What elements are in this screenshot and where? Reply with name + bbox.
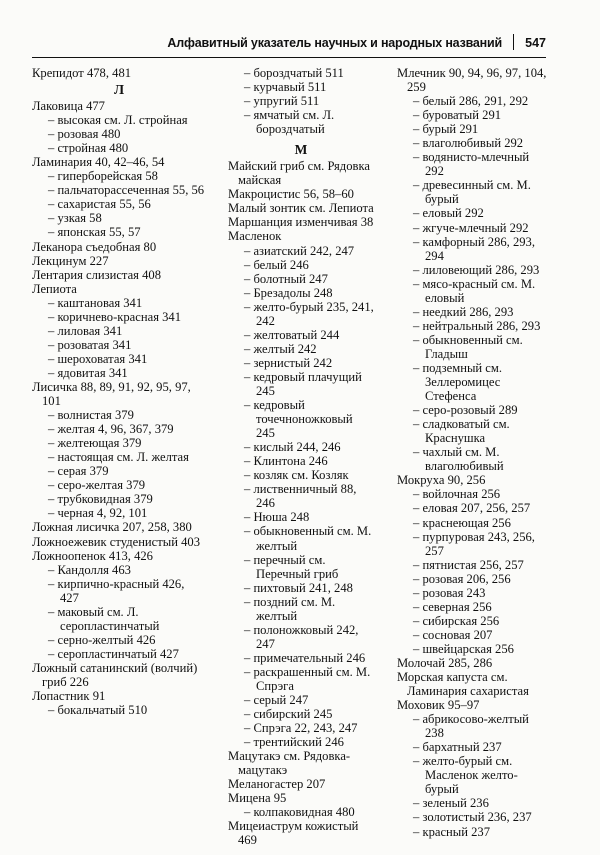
index-entry: Мокруха 90, 256 (397, 473, 486, 488)
index-subentry: – водянисто-млечный 292 (413, 150, 530, 179)
page-number: 547 (525, 36, 546, 50)
index-subentry: – неедкий 286, 293 (413, 304, 514, 319)
index-subentry: – пихтовый 241, 248 (244, 580, 353, 595)
index-subentry: – розовая 480 (48, 127, 121, 142)
index-subentry: – трентийский 246 (244, 735, 344, 750)
header-separator (513, 34, 515, 50)
index-subentry: – еловый 292 (413, 206, 484, 221)
index-subentry: – жгуче-млечный 292 (413, 220, 529, 235)
index-subentry: – чахлый см. М. влаголюбивый (413, 445, 504, 474)
index-subentry: – черная 4, 92, 101 (48, 506, 148, 521)
index-entry: Лепиота (32, 281, 77, 296)
index-subentry: – упругий 511 (244, 94, 320, 109)
index-column-1 (32, 66, 206, 717)
index-subentry: – коричнево-красная 341 (48, 309, 182, 324)
index-subentry: – абрикосово-желтый 238 (413, 712, 529, 741)
index-subentry: – поздний см. М. желтый (244, 594, 336, 623)
index-subentry: – камфорный 286, 293, 294 (413, 234, 536, 263)
index-subentry: – примечательный 246 (244, 650, 366, 665)
index-subentry: – нейтральный 286, 293 (413, 318, 541, 333)
running-header (32, 30, 546, 60)
index-subentry: – сахаристая 55, 56 (48, 197, 151, 212)
index-subentry: – Спрэга 22, 243, 247 (244, 721, 358, 736)
index-subentry: – еловая 207, 256, 257 (413, 501, 531, 516)
index-entry: Моховик 95–97 (397, 698, 480, 713)
index-subentry: – курчавый 511 (244, 80, 327, 95)
index-subentry: – стройная 480 (48, 141, 129, 156)
index-entry: Лентария слизистая 408 (32, 267, 162, 282)
index-entry: Ложный сатанинский (волчий) гриб 226 (32, 660, 198, 689)
index-subentry: – кислый 244, 246 (244, 440, 341, 455)
index-subentry: – северная 256 (413, 599, 492, 614)
index-subentry: – мясо-красный см. М. еловый (413, 276, 536, 305)
index-subentry: – бокальчатый 510 (48, 703, 148, 718)
index-subentry: – Нюша 248 (244, 510, 310, 525)
index-subentry: – перечный см. Перечный гриб (244, 552, 339, 581)
index-subentry: – серо-желтая 379 (48, 478, 146, 493)
index-subentry: – высокая см. Л. стройная (48, 113, 188, 128)
index-subentry: – бороздчатый 511 (244, 66, 344, 80)
index-subentry: – бурый 291 (413, 122, 479, 137)
index-subentry: – красный 237 (413, 824, 491, 839)
index-subentry: – трубковидная 379 (48, 492, 153, 507)
index-subentry: – серая 379 (48, 464, 109, 479)
index-entry: Крепидот 478, 481 (32, 66, 132, 80)
index-entry: Молочай 285, 286 (397, 655, 493, 670)
index-subentry: – белый 246 (244, 257, 309, 272)
index-entry: Мицена 95 (228, 791, 287, 806)
index-subentry: – ядовитая 341 (48, 365, 128, 380)
index-subentry: – серо-розовый 289 (413, 403, 518, 418)
index-entry: Морская капуста см. Ламинария сахаристая (397, 670, 529, 699)
index-subentry: – колпаковидная 480 (244, 805, 355, 820)
index-entry: Лекцинум 227 (32, 253, 109, 268)
index-subentry: – серый 247 (244, 693, 309, 708)
index-subentry: – белый 286, 291, 292 (413, 94, 529, 109)
index-subentry: – Кандолля 463 (48, 562, 131, 577)
index-entry: Масленок (228, 229, 282, 244)
index-entry: Макроцистис 56, 58–60 (228, 187, 354, 202)
index-subentry: – желто-бурый 235, 241, 242 (244, 299, 374, 328)
index-subentry: – сибирская 256 (413, 613, 500, 628)
index-subentry: – желтоватый 244 (244, 327, 340, 342)
index-subentry: – кирпично-красный 426, 427 (48, 576, 185, 605)
index-subentry: – желтая 4, 96, 367, 379 (48, 422, 174, 437)
index-subentry: – зеленый 236 (413, 796, 489, 811)
index-subentry: – пятнистая 256, 257 (413, 557, 524, 572)
index-column-2 (228, 66, 374, 848)
index-subentry: – азиатский 242, 247 (244, 243, 355, 258)
index-entry: Мацутакэ см. Рядовка-мацутакэ (228, 749, 351, 778)
index-entry: Ложноопенок 413, 426 (32, 548, 153, 563)
section-letter: М (294, 142, 308, 158)
index-subentry: – полоножковый 242, 247 (244, 622, 359, 651)
index-subentry: – серно-желтый 426 (48, 632, 156, 647)
index-subentry: – кедровый плачущий 245 (244, 369, 362, 398)
index-subentry: – буроватый 291 (413, 108, 502, 123)
index-subentry: – каштановая 341 (48, 295, 143, 310)
index-subentry: – зернистый 242 (244, 355, 333, 370)
index-subentry: – древесинный см. М. бурый (413, 178, 531, 207)
index-subentry: – бархатный 237 (413, 740, 502, 755)
index-subentry: – ямчатый см. Л. бороздчатый (244, 108, 335, 137)
index-subentry: – лиловеющий 286, 293 (413, 262, 540, 277)
index-subentry: – желтый 242 (244, 341, 317, 356)
index-subentry: – пурпуровая 243, 256, 257 (413, 529, 535, 558)
index-subentry: – швейцарская 256 (413, 641, 514, 656)
index-entry: Малый зонтик см. Лепиота (228, 201, 374, 216)
index-entry: Ложноежевик студенистый 403 (32, 534, 201, 549)
index-entry: Меланогастер 207 (228, 777, 326, 792)
section-letter: Л (113, 82, 125, 98)
index-entry: Ламинария 40, 42–46, 54 (32, 155, 165, 170)
index-subentry: – настоящая см. Л. желтая (48, 450, 189, 465)
index-subentry: – золотистый 236, 237 (413, 810, 532, 825)
index-subentry: – козляк см. Козляк (244, 468, 349, 483)
index-entry: Майский гриб см. Рядовка майская (228, 159, 370, 188)
index-subentry: – узкая 58 (48, 211, 102, 226)
index-subentry: – маковый см. Л. серопластинчатый (48, 604, 160, 633)
index-subentry: – серопластинчатый 427 (48, 646, 179, 661)
index-column-3 (397, 66, 547, 839)
index-subentry: – влаголюбивый 292 (413, 136, 524, 151)
index-subentry: – волнистая 379 (48, 408, 134, 423)
index-subentry: – обыкновенный см. Гладыш (413, 332, 523, 361)
index-entry: Млечник 90, 94, 96, 97, 104, 259 (397, 66, 547, 95)
header-rule (32, 57, 546, 58)
index-subentry: – розоватая 341 (48, 337, 132, 352)
index-subentry: – сосновая 207 (413, 627, 493, 642)
index-subentry: – японская 55, 57 (48, 225, 141, 240)
index-subentry: – Брезадолы 248 (244, 285, 333, 300)
index-entry: Леканора съедобная 80 (32, 239, 157, 254)
running-header-title: Алфавитный указатель научных и народных названий (167, 36, 502, 50)
index-subentry: – войлочная 256 (413, 487, 501, 502)
index-entry: Маршанция изменчивая 38 (228, 215, 374, 230)
index-entry: Ложная лисичка 207, 258, 380 (32, 520, 192, 535)
index-subentry: – сибирский 245 (244, 707, 333, 722)
index-subentry: – лиственничный 88, 246 (244, 482, 357, 511)
index-subentry: – желтеющая 379 (48, 436, 142, 451)
index-subentry: – болотный 247 (244, 271, 328, 286)
index-subentry: – краснеющая 256 (413, 515, 511, 530)
spacer (228, 136, 374, 140)
index-entry: Лопастник 91 (32, 689, 106, 704)
index-subentry: – кедровый точечноножковый 245 (244, 398, 353, 441)
index-subentry: – раскрашенный см. М. Спрэга (244, 664, 371, 693)
index-subentry: – подземный см. Зеллеромицес Стефенса (413, 360, 503, 404)
index-subentry: – Клинтона 246 (244, 454, 328, 469)
index-subentry: – гиперборейская 58 (48, 169, 158, 184)
index-entry: Лаковица 477 (32, 99, 105, 114)
index-entry: Лисичка 88, 89, 91, 92, 95, 97, 101 (32, 379, 191, 409)
index-subentry: – желто-бурый см. Масленок желто-бурый (413, 754, 518, 797)
index-entry: Мицеиаструм кожистый 469 (228, 819, 359, 848)
index-subentry: – розовая 243 (413, 585, 486, 600)
index-subentry: – шероховатая 341 (48, 351, 148, 366)
index-subentry: – обыкновенный см. М. желтый (244, 524, 372, 553)
index-subentry: – сладковатый см. Краснушка (413, 417, 510, 446)
index-subentry: – лиловая 341 (48, 323, 123, 338)
index-subentry: – пальчаторассеченная 55, 56 (48, 183, 205, 198)
index-subentry: – розовая 206, 256 (413, 571, 511, 586)
